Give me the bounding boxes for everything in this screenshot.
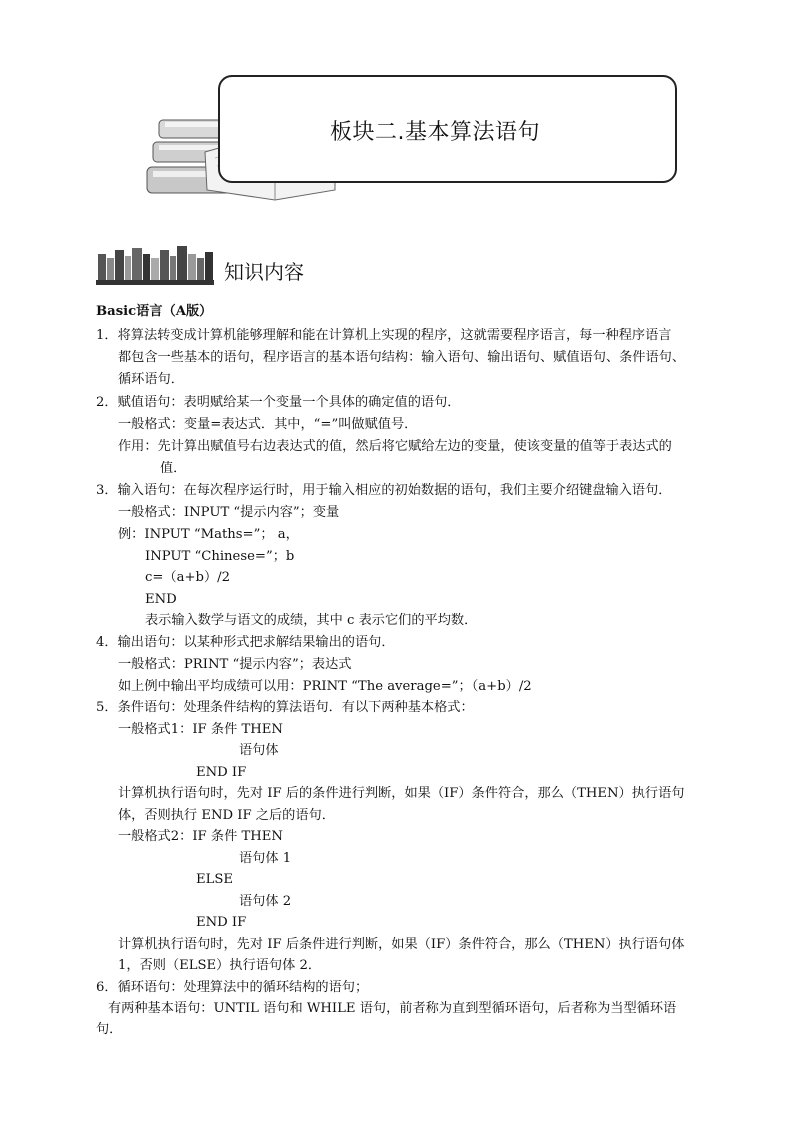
text-line: 一般格式：PRINT “提示内容”；表达式 <box>118 657 352 672</box>
text-line: 作用：先计算出赋值号右边表达式的值，然后将它赋给左边的变量，使该变量的值等于表达式的 <box>118 439 672 454</box>
title-box <box>218 75 677 183</box>
text-line: 体，否则执行 END IF 之后的语句． <box>118 808 335 823</box>
text-line: 表示输入数学与语文的成绩，其中 c 表示它们的平均数． <box>145 613 478 628</box>
text-line: 4．输出语句：以某种形式把求解结果输出的语句． <box>96 635 395 650</box>
text-line: 5．条件语句：处理条件结构的算法语句．有以下两种基本格式： <box>96 700 474 715</box>
text-line: 语句体 <box>239 743 279 758</box>
text-line: 语句体 1 <box>239 851 292 866</box>
text-line: 如上例中输出平均成绩可以用：PRINT “The average=”；（a+b）/2 <box>118 679 532 694</box>
text-line: 计算机执行语句时，先对 IF 后条件进行判断，如果（IF）条件符合，那么（THEN）执行语句体 <box>118 937 685 952</box>
text-line: END IF <box>196 915 247 930</box>
text-line: 一般格式1：IF 条件 THEN <box>118 722 283 737</box>
text-line: 计算机执行语句时，先对 IF 后的条件进行判断，如果（IF）条件符合，那么（THEN）执行语句 <box>118 786 685 801</box>
text-line: 都包含一些基本的语句，程序语言的基本语句结构：输入语句、输出语句、赋值语句、条件语句、 <box>118 350 686 365</box>
text-line: 2．赋值语句：表明赋给某一个变量一个具体的确定值的语句． <box>96 395 461 410</box>
text-line: c=（a+b）/2 <box>145 570 230 585</box>
text-line: 值． <box>160 461 187 476</box>
text-line: INPUT “Chinese=”；b <box>145 549 295 564</box>
text-line: 有两种基本语句：UNTIL 语句和 WHILE 语句，前者称为直到型循环语句，后者称为当型循环语 <box>108 1001 677 1016</box>
text-line: END <box>145 592 177 607</box>
content-heading: Basic语言（A版） <box>96 304 213 319</box>
text-line: 1，否则（ELSE）执行语句体 2． <box>118 958 322 973</box>
text-line: ELSE <box>196 872 234 887</box>
page-title: 板块二.基本算法语句 <box>330 120 540 145</box>
text-line: 例：INPUT “Maths=”； a， <box>118 527 299 542</box>
text-line: 句． <box>96 1022 123 1037</box>
text-line: 6．循环语句：处理算法中的循环结构的语句； <box>96 980 369 995</box>
text-line: 一般格式2：IF 条件 THEN <box>118 829 283 844</box>
section-title: 知识内容 <box>224 260 304 284</box>
text-line: 一般格式：变量=表达式．其中，“=”叫做赋值号． <box>118 417 418 432</box>
text-line: END IF <box>196 765 247 780</box>
text-line: 循环语句． <box>118 372 184 387</box>
text-line: 1．将算法转变成计算机能够理解和能在计算机上实现的程序，这就需要程序语言，每一种程序语言 <box>96 328 672 343</box>
text-line: 一般格式：INPUT “提示内容”；变量 <box>118 505 340 520</box>
text-line: 3．输入语句：在每次程序运行时，用于输入相应的初始数据的语句，我们主要介绍键盘输入语句． <box>96 483 672 498</box>
text-line: 语句体 2 <box>239 894 292 909</box>
bookshelf-icon <box>96 244 216 286</box>
